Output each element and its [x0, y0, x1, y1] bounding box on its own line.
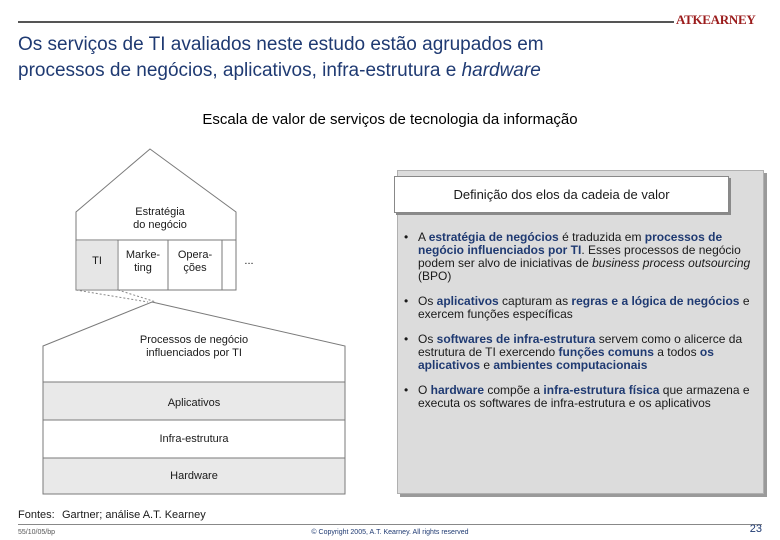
operations-cell-label: Opera- ções [177, 249, 213, 274]
title-line-2: processos de negócios, aplicativos, infra-estrutura e [18, 60, 462, 81]
apps-layer-label: Aplicativos [167, 397, 221, 409]
diagram-subtitle: Escala de valor de serviços de tecnologia da informação [202, 111, 578, 128]
atkearney-logo: ATKEARNEY [676, 12, 756, 27]
marketing-cell-label: Marke- ting [125, 249, 161, 274]
ti-cell-label: TI [92, 255, 102, 267]
hardware-layer-label: Hardware [170, 470, 218, 482]
copyright-notice: © Copyright 2005, A.T. Kearney. All rights reserved [311, 529, 469, 536]
processes-label: Processos de negócio influenciados por TI [139, 334, 249, 359]
footer-rule [18, 524, 762, 525]
bullet-apps: • Os aplicativos capturam as regras e a lógica de negócios e exercem funções específicas [404, 294, 750, 321]
page-number: 23 [749, 523, 762, 535]
document-id: 55/10/05/bp [18, 529, 55, 536]
panel-header: Definição dos elos da cadeia de valor [394, 176, 729, 213]
more-cell-label: ... [244, 255, 254, 267]
title-line-2-italic: hardware [461, 60, 541, 81]
bullet-strategy: • A estratégia de negócios é traduzida em processos de negócio influenciados por TI. Esses processos de negócio podem ser alvo de iniciativas de business process outsourcing (BPO) [404, 230, 751, 283]
sources-note: Fontes: Gartner; análise A.T. Kearney [18, 509, 206, 521]
strategy-label: Estratégia do negócio [133, 206, 187, 231]
bullet-infra: • Os softwares de infra-estrutura servem como o alicerce da estrutura de TI exercendo funções comuns a todos os aplicativos e ambientes computacionais [404, 332, 743, 372]
infra-layer-label: Infra-estrutura [159, 433, 229, 445]
title-line-1: Os serviços de TI avaliados neste estudo estão agrupados em [18, 34, 544, 55]
bullet-hardware: • O hardware compõe a infra-estrutura física que armazena e executa os softwares de infra-estrutura e os aplicativos [404, 383, 750, 410]
definitions-list [402, 231, 758, 422]
